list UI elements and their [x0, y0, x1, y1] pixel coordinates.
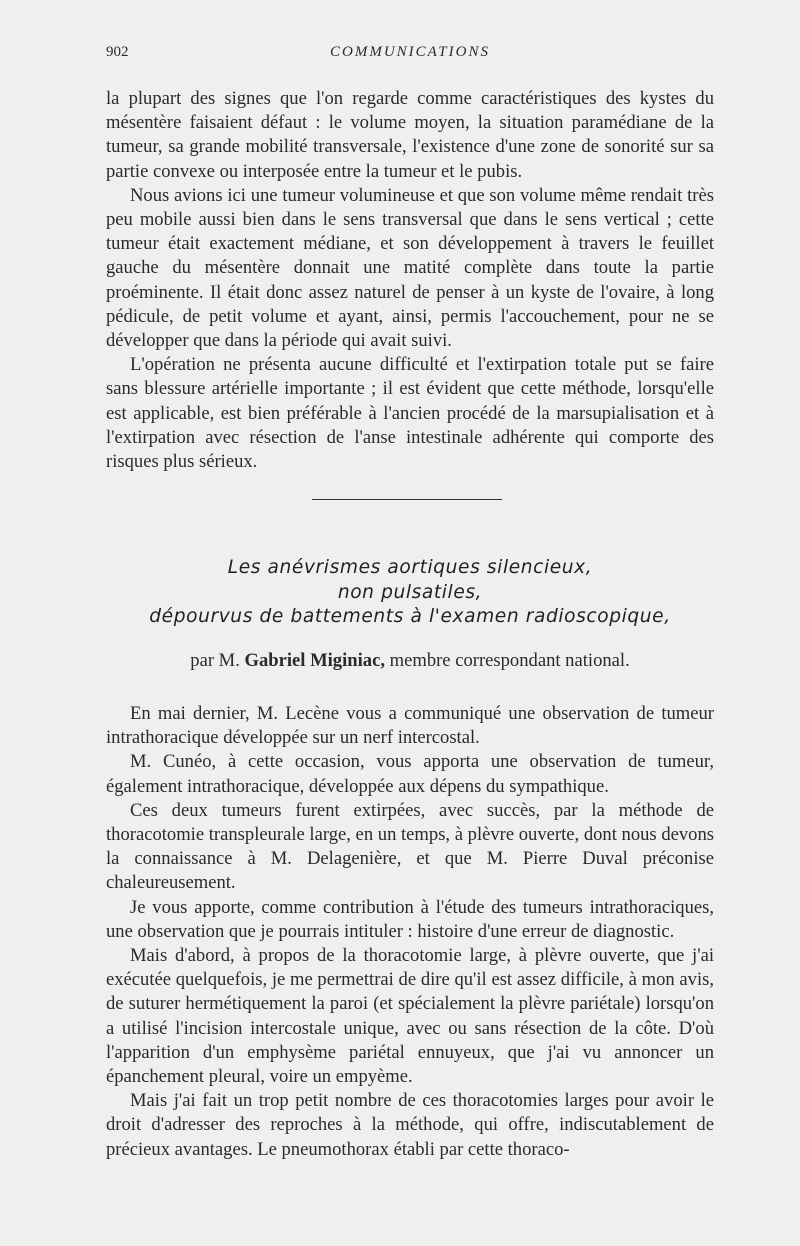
paragraph: la plupart des signes que l'on regarde comme caractéristiques des kystes du mésentère faisaient défaut : le volume moyen, la situation paramédiane de la tumeur, sa grande mobilité transversale, l'existence d'une zone de sonorité sur sa partie convexe ou interposée entre la tumeur et le pubis. — [106, 88, 714, 182]
paragraph: Ces deux tumeurs furent extirpées, avec succès, par la méthode de thoracotomie transpleurale large, en un temps, à plèvre ouverte, dont nous devons la connaissance à M. Delagenière, et que M. Pierre Duval préconise chaleureusement. — [106, 799, 714, 894]
byline — [106, 649, 714, 673]
paragraph: Je vous apporte, comme contribution à l'étude des tumeurs intrathoraciques, une observation que je pourrais intituler : histoire d'une erreur de diagnostic. — [106, 896, 714, 942]
paragraph: En mai dernier, M. Lecène vous a communiqué une observation de tumeur intrathoracique développée sur un nerf intercostal. — [106, 703, 714, 749]
paragraph: Mais d'abord, à propos de la thoracotomie large, à plèvre ouverte, que j'ai exécutée quelquefois, je me permettrai de dire qu'il est assez difficile, à mon avis, de suturer hermétiquement la paroi (et spécialement la plèvre pariétale) lorsqu'on a utilisé l'incision intercostale unique, avec ou sans résection de la côte. D'où l'apparition d'un emphysème pariétal ennuyeux, que j'ai vu annoncer un épanchement pleural, voire un empyème. — [106, 945, 714, 1088]
paragraph: Mais j'ai fait un trop petit nombre de ces thoracotomies larges pour avoir le droit d'adresser des reproches à la méthode, qui offre, indiscutablement de précieux avantages. Le pneumothorax établi par cette thoraco- — [106, 1090, 714, 1160]
paragraph: M. Cunéo, à cette occasion, vous apporta une observation de tumeur, également intrathoracique, développée aux dépens du sympathique. — [106, 751, 714, 797]
section-divider — [312, 499, 502, 500]
title-line: dépourvus de battements à l'examen radioscopique, — [149, 606, 671, 627]
previous-article-text — [106, 87, 714, 474]
paragraph: Nous avions ici une tumeur volumineuse et que son volume même rendait très peu mobile aussi bien dans le sens transversal que dans le sens vertical ; cette tumeur était exactement médiane, et son développement à travers le feuillet gauche du mésentère donnait une matité complète dans toute la partie proéminente. Il était donc assez naturel de penser à un kyste de l'ovaire, à long pédicule, de petit volume et ayant, ainsi, permis l'accouchement, pour ne se développer que dans la période qui avait suivi. — [106, 184, 714, 352]
author-name: Gabriel Miginiac, — [244, 650, 385, 671]
article-title — [106, 556, 714, 630]
page-header — [106, 44, 714, 68]
page-number: 902 — [106, 44, 129, 60]
article-body — [106, 702, 714, 1162]
title-line: non pulsatiles, — [337, 581, 483, 603]
running-head: COMMUNICATIONS — [330, 44, 490, 60]
paragraph: L'opération ne présenta aucune difficulté et l'extirpation totale put se faire sans blessure artérielle importante ; il est évident que cette méthode, lorsqu'elle est applicable, est bien préférable à l'ancien procédé de la marsupialisation et à l'extirpation avec résection de l'anse intestinale adhérente qui comporte des risques plus sérieux. — [106, 354, 714, 473]
byline-suffix: membre correspondant national. — [389, 650, 630, 671]
title-line: Les anévrismes aortiques silencieux, — [227, 557, 593, 578]
byline-prefix: par M. — [190, 650, 240, 671]
